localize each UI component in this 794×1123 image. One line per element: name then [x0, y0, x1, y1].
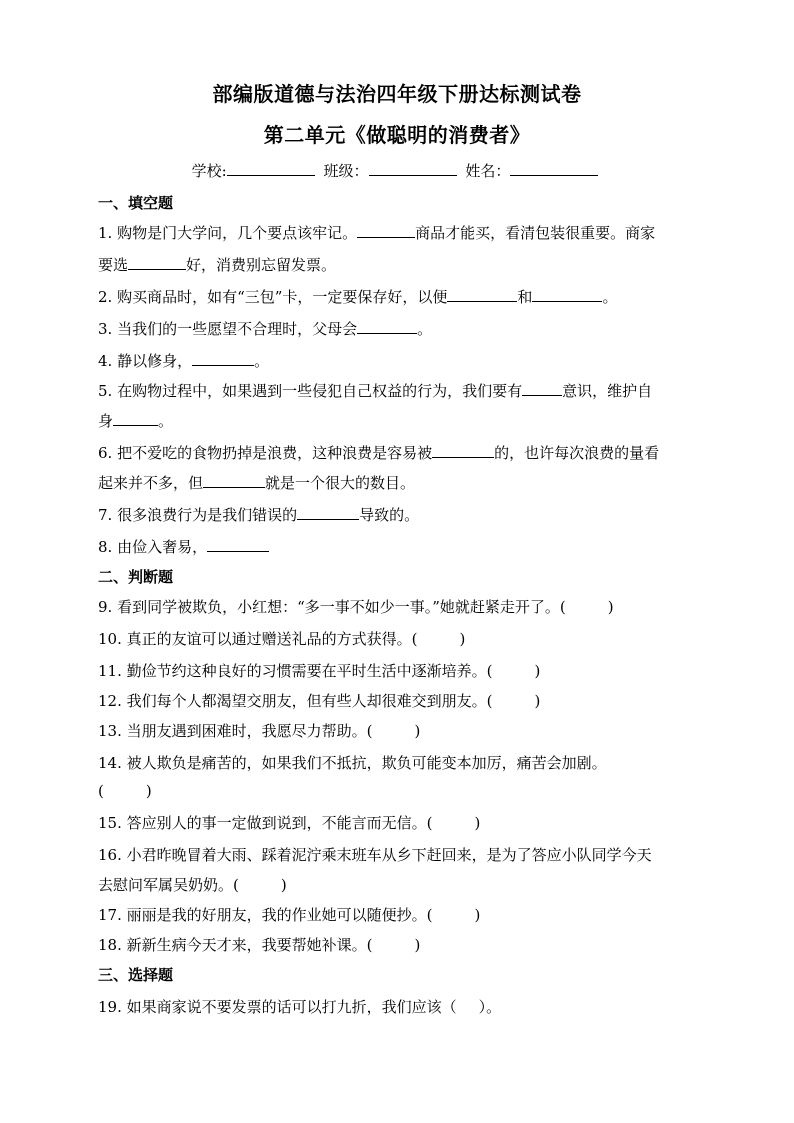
paren-close: ) — [474, 814, 481, 832]
question-14-line-1 — [98, 752, 607, 773]
question-6-line-2 — [98, 472, 415, 493]
question-text: 6. 把不爱吃的食物扔掉是浪费，这种浪费是容易被 — [98, 444, 433, 462]
question-text: 5. 在购物过程中，如果遇到一些侵犯自己权益的行为，我们要有 — [98, 382, 523, 400]
answer-blank[interactable] — [532, 287, 602, 302]
question-text: 7. 很多浪费行为是我们错误的 — [98, 506, 298, 524]
answer-blank[interactable] — [203, 473, 265, 488]
section-fill-heading: 一、填空题 — [98, 194, 174, 212]
question-text: 1. 购物是门大学问，几个要点该牢记。 — [98, 224, 358, 242]
question-3 — [98, 318, 432, 339]
answer-blank[interactable] — [522, 381, 562, 396]
question-7 — [98, 504, 419, 525]
question-1-line-2 — [98, 254, 336, 275]
question-text: 15. 答应别人的事一定做到说到，不能言而无信。( — [98, 814, 433, 832]
question-text: 。 — [602, 288, 618, 306]
question-10 — [98, 628, 465, 649]
question-text: 14. 被人欺负是痛苦的，如果我们不抵抗，欺负可能变本加厉，痛苦会加剧。 — [98, 754, 607, 772]
answer-blank[interactable] — [192, 351, 254, 366]
question-text: 9. 看到同学被欺负，小红想：“多一事不如少一事。”她就赶紧走开了。( — [98, 598, 566, 616]
school-blank[interactable] — [227, 161, 315, 176]
question-text: 。 — [254, 352, 270, 370]
question-text: 。 — [158, 412, 174, 430]
school-label: 学校: — [191, 162, 227, 180]
question-9 — [98, 596, 614, 617]
paren-close: ) — [534, 692, 541, 710]
question-16-line-2 — [98, 874, 287, 895]
answer-blank[interactable] — [128, 255, 186, 270]
question-text: 。 — [417, 320, 433, 338]
question-text: 12. 我们每个人都渴望交朋友，但有些人却很难交到朋友。( — [98, 692, 493, 710]
question-6-line-1 — [98, 442, 659, 463]
question-text: 11. 勤俭节约这种良好的习惯需要在平时生活中逐渐培养。( — [98, 662, 493, 680]
answer-blank[interactable] — [207, 537, 269, 552]
paren-close: ) — [414, 722, 421, 740]
paren-close: ) — [607, 598, 614, 616]
section-choice-heading: 三、选择题 — [98, 966, 174, 984]
question-text: 要选 — [98, 256, 129, 274]
question-4 — [98, 350, 269, 371]
question-text: 和 — [517, 288, 533, 306]
class-blank[interactable] — [369, 161, 457, 176]
unit-subtitle: 第二单元《做聪明的消费者》 — [263, 123, 531, 147]
answer-blank[interactable] — [357, 223, 415, 238]
question-text: 去慰问军属吴奶奶。( — [98, 876, 239, 894]
question-text: 10. 真正的友谊可以通过赠送礼品的方式获得。( — [98, 630, 418, 648]
class-label: 班级： — [323, 162, 369, 180]
question-17 — [98, 904, 480, 925]
question-text: 就是一个很大的数目。 — [265, 474, 416, 492]
answer-blank[interactable] — [357, 319, 417, 334]
paren-close: ) — [534, 662, 541, 680]
question-5-line-1 — [98, 380, 652, 401]
question-16-line-1 — [98, 844, 652, 865]
question-12 — [98, 690, 540, 711]
paren-open: ( — [98, 782, 104, 800]
exam-title: 部编版道德与法治四年级下册达标测试卷 — [212, 82, 582, 106]
question-text: 起来并不多，但 — [98, 474, 204, 492]
paren-close: ) — [280, 876, 287, 894]
question-text: 18. 新新生病今天才来，我要帮她补课。( — [98, 936, 373, 954]
name-label: 姓名： — [465, 162, 511, 180]
question-text: 意识，维护自 — [562, 382, 653, 400]
question-5-line-2 — [98, 410, 173, 431]
question-text: 16. 小君昨晚冒着大雨、踩着泥泞乘末班车从乡下赶回来，是为了答应小队同学今天 — [98, 846, 652, 864]
answer-blank[interactable] — [432, 443, 494, 458]
question-text: 3. 当我们的一些愿望不合理时，父母会 — [98, 320, 358, 338]
question-text: ）。 — [478, 998, 502, 1016]
question-text: 身 — [98, 412, 114, 430]
paren-close: ) — [414, 936, 421, 954]
question-text: 19. 如果商家说不要发票的话可以打九折，我们应该（ — [98, 998, 457, 1016]
question-text: 好，消费别忘留发票。 — [186, 256, 337, 274]
question-text: 4. 静以修身， — [98, 352, 193, 370]
question-2 — [98, 286, 617, 307]
question-text: 17. 丽丽是我的好朋友，我的作业她可以随便抄。( — [98, 906, 433, 924]
answer-blank[interactable] — [297, 505, 359, 520]
paren-close: ) — [459, 630, 466, 648]
section-judge-heading: 二、判断题 — [98, 568, 174, 586]
answer-blank[interactable] — [113, 411, 158, 426]
question-text: 13. 当朋友遇到困难时，我愿尽力帮助。( — [98, 722, 373, 740]
question-8 — [98, 536, 269, 557]
question-text: 2. 购买商品时，如有“三包”卡，一定要保存好，以便 — [98, 288, 448, 306]
question-text: 8. 由俭入奢易， — [98, 538, 208, 556]
question-15 — [98, 812, 480, 833]
question-text: 的，也许每次浪费的量看 — [494, 444, 660, 462]
question-1-line-1 — [98, 222, 655, 243]
question-14-line-2 — [98, 782, 152, 800]
question-18 — [98, 934, 420, 955]
student-info-row — [0, 160, 794, 181]
question-text: 商品才能买，看清包装很重要。商家 — [415, 224, 656, 242]
paren-close: ) — [145, 782, 152, 800]
answer-blank[interactable] — [447, 287, 517, 302]
question-11 — [98, 660, 540, 681]
question-text: 导致的。 — [359, 506, 420, 524]
name-blank[interactable] — [510, 161, 598, 176]
paren-close: ) — [474, 906, 481, 924]
question-19 — [98, 996, 501, 1017]
question-13 — [98, 720, 420, 741]
